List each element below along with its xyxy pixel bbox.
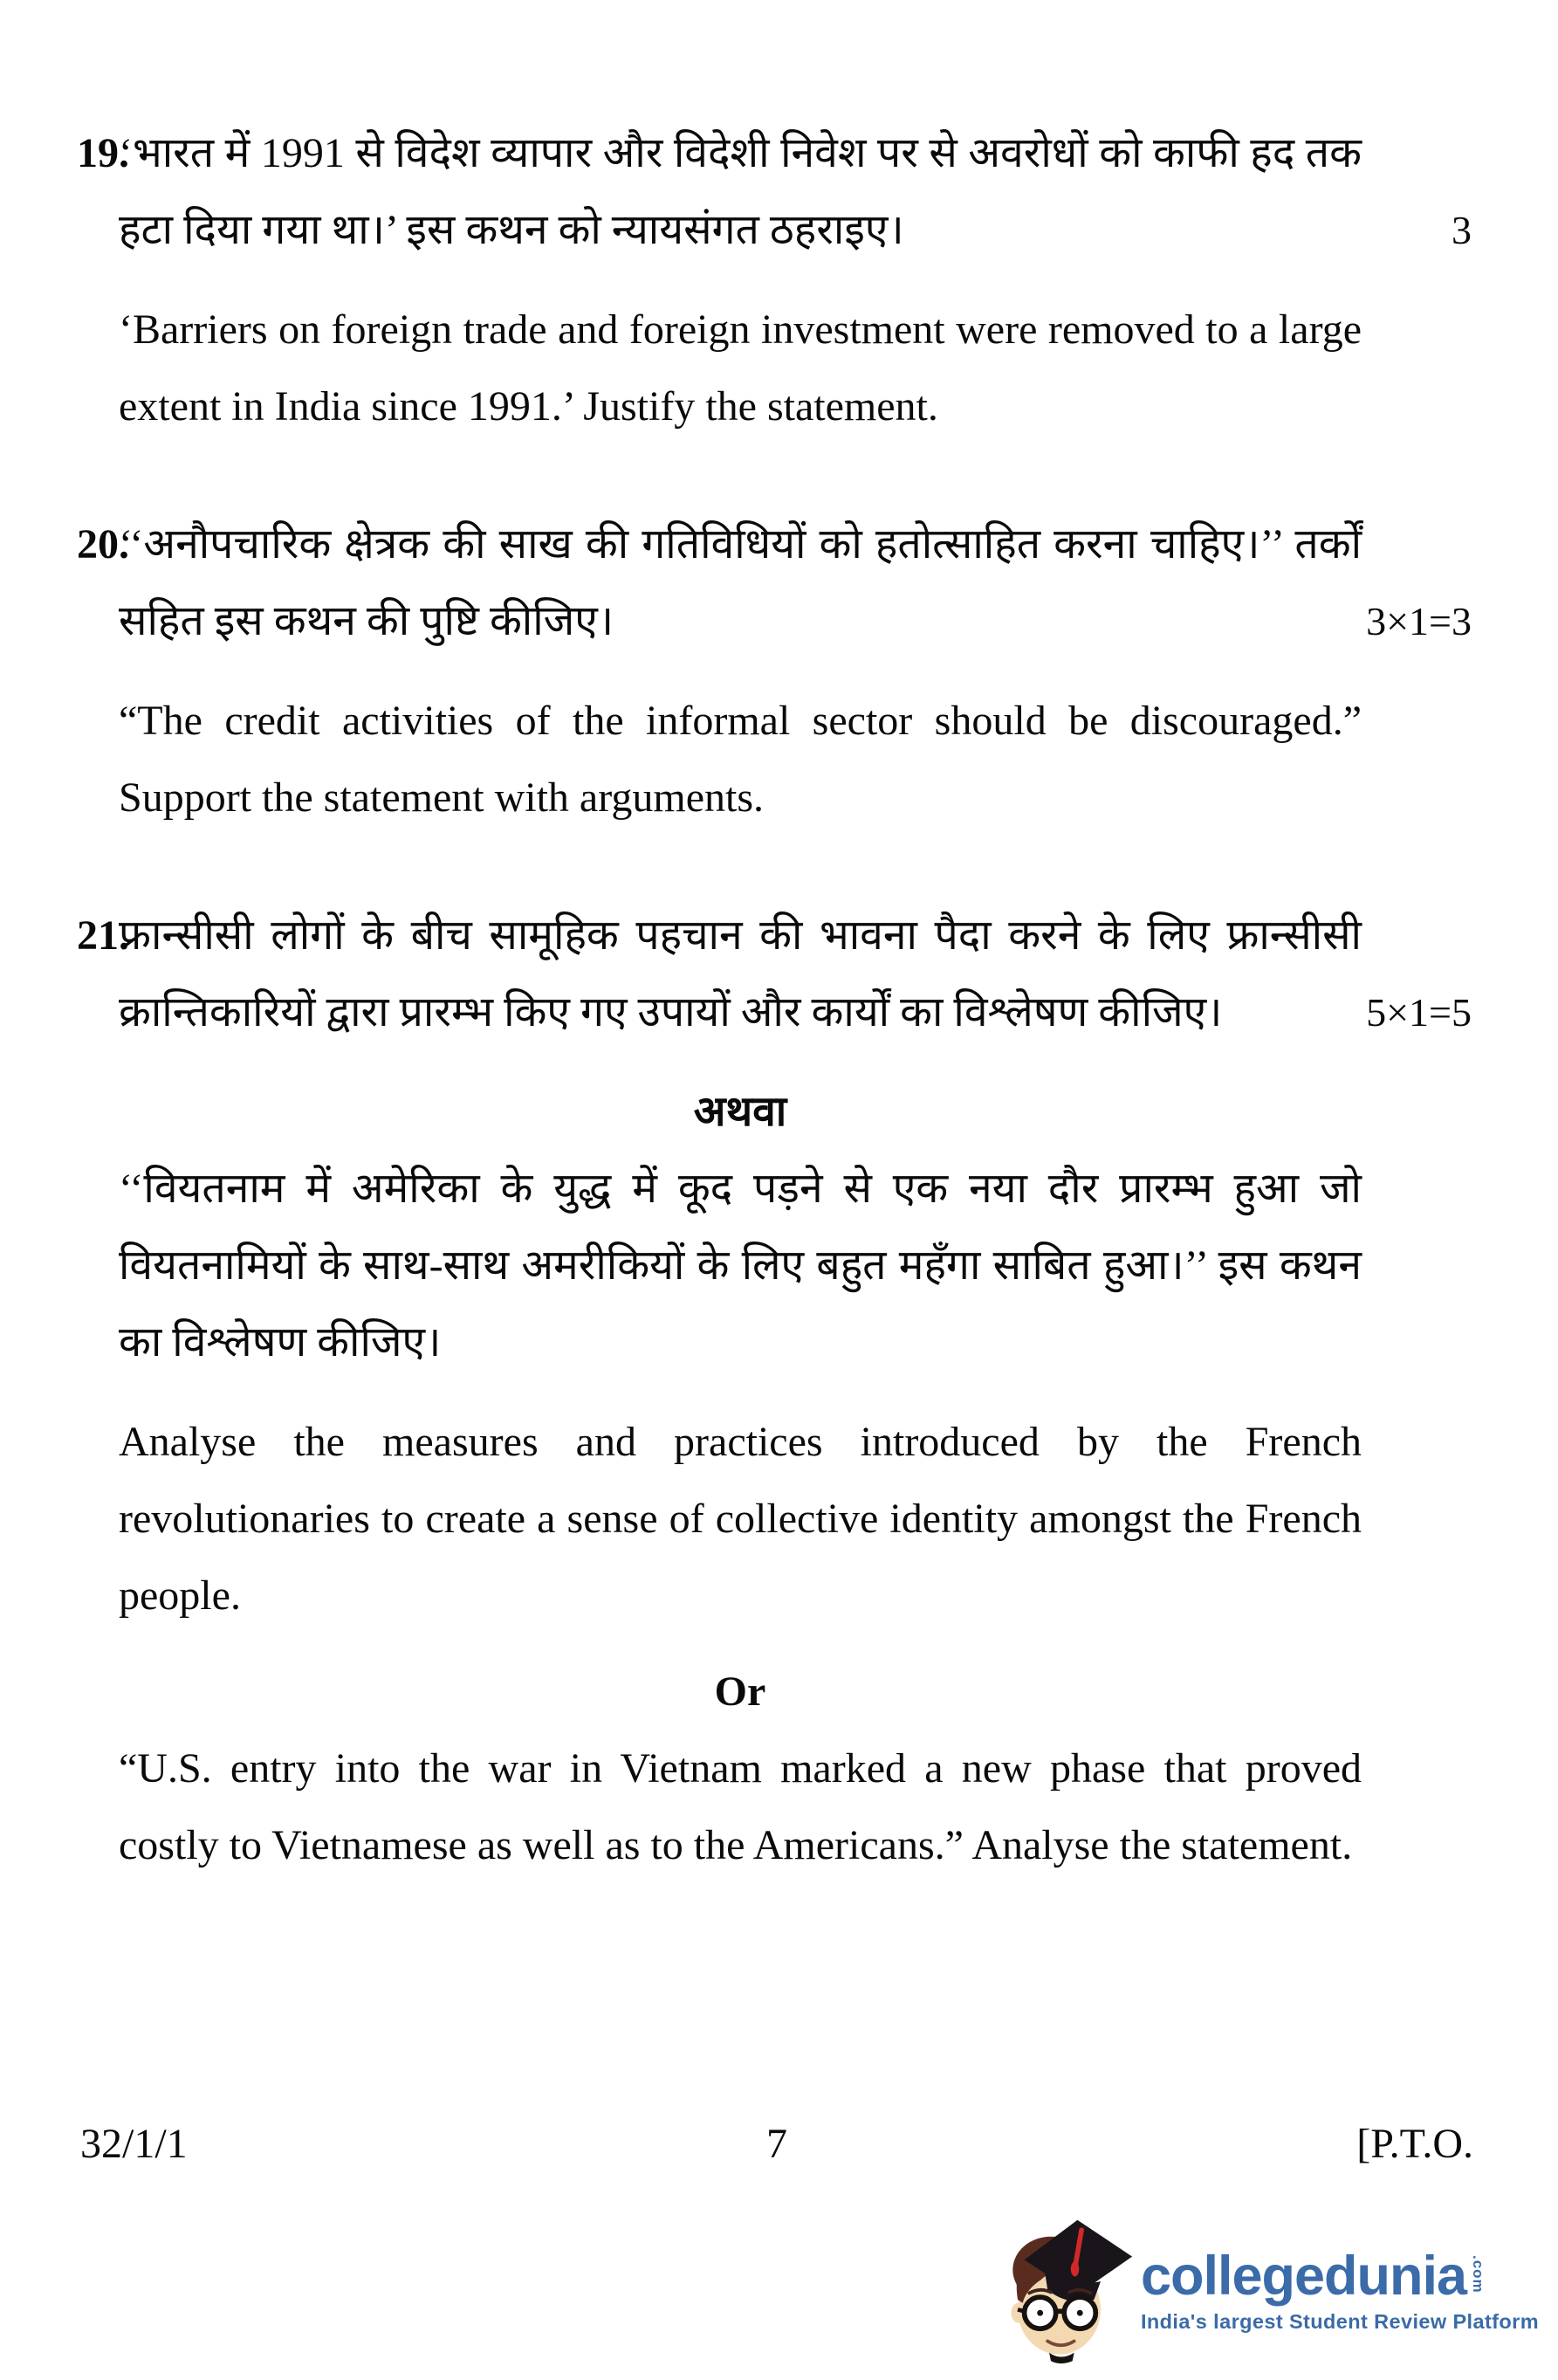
question-20-marks: 3×1=3: [1366, 599, 1472, 643]
questions-area: [77, 115, 1472, 1945]
collegedunia-tagline: India's largest Student Review Platform: [1140, 2309, 1539, 2333]
question-19-marks: 3: [1452, 208, 1472, 252]
question-20-hindi: [119, 506, 1472, 660]
or-heading-hindi: अथवा: [693, 1089, 787, 1135]
page-footer: [80, 2120, 1473, 2169]
collegedunia-mascot-icon: [1001, 2218, 1134, 2364]
pto-label: [P.T.O.: [1356, 2121, 1473, 2167]
question-19-number: 19.: [77, 130, 129, 176]
question-19-english: ‘Barriers on foreign trade and foreign investment were removed to a large extent in India since 1991.’ Justify the statement.: [119, 306, 1362, 430]
collegedunia-text-block: [1141, 2248, 1539, 2333]
question-21-number: 21.: [77, 912, 129, 959]
question-21-hindi: [119, 898, 1472, 1051]
paper-code: 32/1/1: [80, 2121, 188, 2167]
question-21-english-alternative: “U.S. entry into the war in Vietnam marked a new phase that proved costly to Vietnamese as well as to the Americans.” Analyse the statement.: [119, 1745, 1362, 1868]
question-20: [77, 506, 1472, 836]
collegedunia-logo: [1001, 2218, 1539, 2364]
question-20-english: “The credit activities of the informal sector should be discouraged.” Support the statement with arguments.: [119, 698, 1362, 821]
collegedunia-domain: .com: [1470, 2255, 1487, 2294]
question-21-hindi-alternative: ‘‘वियतनाम में अमेरिका के युद्ध में कूद पड़ने से एक नया दौर प्रारम्भ हुआ जो वियतनामियों के साथ-साथ अमरीकियों के लिए बहुत महँगा साबित हुआ।’’ इस कथन का विश्लेषण कीजिए।: [119, 1166, 1362, 1365]
question-19: [77, 115, 1472, 445]
page-number: 7: [766, 2121, 787, 2167]
question-21-hindi-text: फ्रान्सीसी लोगों के बीच सामूहिक पहचान की भावना पैदा करने के लिए फ्रान्सीसी क्रान्तिकारियों द्वारा प्रारम्भ किए गए उपायों और कार्यों का विश्लेषण कीजिए।: [119, 912, 1362, 1035]
question-20-hindi-text: ‘‘अनौपचारिक क्षेत्रक की साख की गतिविधियों को हतोत्साहित करना चाहिए।’’ तर्कों सहित इस कथन की पुष्टि कीजिए।: [119, 521, 1362, 644]
question-20-number: 20.: [77, 521, 129, 567]
question-21: [77, 898, 1472, 1884]
question-19-hindi-text: ‘भारत में 1991 से विदेश व्यापार और विदेशी निवेश पर से अवरोधों को काफी हद तक हटा दिया गया था।’ इस कथन को न्यायसंगत ठहराइए।: [119, 130, 1362, 253]
question-21-english: Analyse the measures and practices introduced by the French revolutionaries to create a sense of collective identity amongst the French people.: [119, 1419, 1362, 1619]
question-19-hindi: [119, 115, 1472, 269]
collegedunia-wordmark: collegedunia: [1140, 2246, 1467, 2308]
or-heading-english: Or: [714, 1668, 766, 1715]
question-21-marks: 5×1=5: [1366, 990, 1472, 1035]
